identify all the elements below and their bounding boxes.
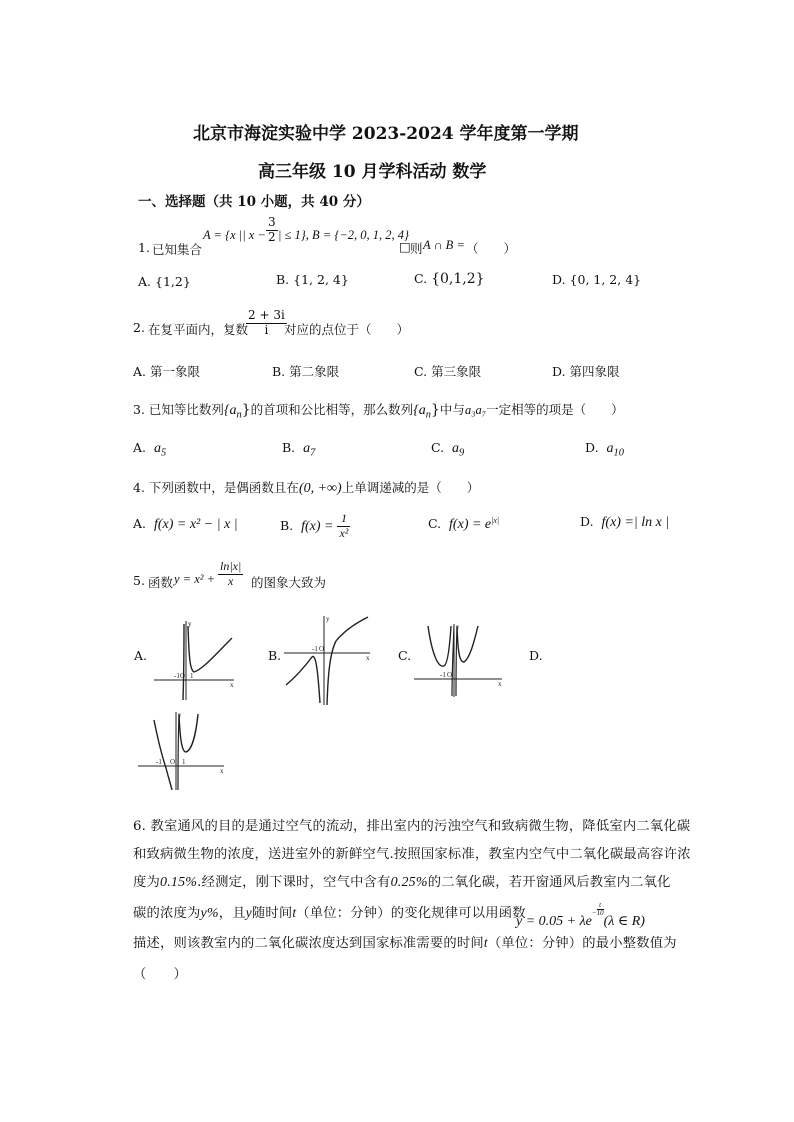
q2-post: 对应的点位于（ ） — [284, 322, 410, 337]
tick-neg-one: -1 — [174, 672, 180, 680]
q5-number: 5. — [133, 573, 145, 588]
section-heading: 一、选择题（共 10 小题，共 40 分） — [138, 194, 370, 210]
q4-option-c-label: C. — [428, 516, 442, 532]
curve-right-branch — [456, 628, 457, 696]
q1-option-b-label: B. — [276, 272, 290, 287]
q1-option-c-label: C. — [414, 271, 428, 286]
q4-option-a-label: A. — [133, 516, 147, 531]
q6-exp-num: t — [597, 902, 604, 910]
q3-option-d[interactable] — [585, 440, 624, 459]
q4-p1: 下列函数中，是偶函数且在 — [148, 480, 299, 495]
q3-option-a-value: a — [153, 441, 161, 456]
q1-option-b[interactable] — [276, 272, 349, 287]
q4-option-d[interactable] — [580, 514, 669, 531]
q1-set-b: | ≤ 1}, B = {−2, 0, 1, 2, 4} — [278, 228, 410, 242]
x-axis-label: x — [220, 767, 224, 775]
q4-option-c[interactable] — [428, 516, 499, 533]
q1-option-d[interactable] — [552, 272, 641, 287]
q4-option-a-value: f(x) = x² − | x | — [153, 517, 238, 532]
exam-title-line2: 高三年级 10 月学科活动 数学 — [258, 162, 487, 182]
q6-line4c: 随时间 — [251, 906, 293, 921]
q3-option-c-label: C. — [431, 440, 445, 455]
q6-line4a: 碳的浓度为 — [133, 906, 201, 921]
q1-fraction — [266, 216, 278, 245]
tick-neg-one: -1 — [156, 758, 162, 766]
q3-seq-sub: n — [236, 409, 242, 421]
q6-line5b: （单位：分钟）的最小整数值为 — [487, 936, 677, 951]
q3-seq-close-2: } — [431, 402, 440, 418]
q6-exponent: − $\frac{t}{10}$ — [591, 901, 604, 917]
q5-fraction — [218, 560, 243, 589]
q6-line3 — [133, 871, 671, 891]
q6-pct-1: 0.15% — [160, 875, 198, 890]
curve-left — [428, 626, 451, 666]
curve-left — [183, 624, 184, 700]
q4-p2: 上单调递减的是（ ） — [341, 480, 480, 495]
q3-option-b-value: a — [303, 441, 311, 456]
q4-number: 4. — [133, 480, 145, 495]
q1-option-b-value: {1, 2, 4} — [293, 272, 349, 287]
q2-option-b[interactable] — [272, 362, 339, 380]
q3-p2: 的首项和公比相等，那么数列 — [250, 402, 414, 417]
q2-option-a[interactable] — [133, 362, 200, 380]
curve-right — [327, 617, 368, 705]
curve-right — [179, 714, 198, 752]
q3-seq-close: } — [241, 402, 251, 418]
q6-yvar: y — [245, 905, 252, 920]
q2-option-c[interactable] — [414, 362, 481, 380]
q3-seq-open-2: {a — [413, 403, 426, 418]
origin-label: O — [180, 672, 186, 680]
q5-graph-d[interactable] — [136, 710, 226, 794]
q4-option-a[interactable] — [133, 516, 238, 533]
q3-number: 3. — [133, 402, 145, 417]
q6-ypct: y% — [200, 906, 219, 921]
q1-paren: （ ） — [466, 241, 517, 256]
q2-option-d[interactable] — [552, 362, 620, 380]
q6-line3a: 度为 — [133, 875, 160, 890]
curve-right-branch — [178, 716, 179, 790]
q6-formula-tail: (λ ∈ R) — [603, 914, 645, 929]
q5-option-c[interactable]: C. — [398, 648, 412, 663]
q2-option-b-value: 第二象限 — [289, 364, 340, 379]
q4-option-b-label: B. — [280, 517, 294, 533]
q1-number: 1. — [138, 240, 150, 255]
q5-expr: y = x² + — [174, 572, 216, 586]
q1-option-d-label: D. — [552, 272, 566, 287]
q2-option-a-label: A. — [133, 364, 147, 379]
q2-pre: 在复平面内，复数 — [148, 322, 249, 337]
q3-option-a-label: A. — [133, 440, 147, 455]
q5-frac-den: x — [227, 573, 234, 588]
x-axis-label: x — [230, 681, 234, 689]
q4-option-d-label: D. — [580, 514, 594, 529]
q3-p1: 已知等比数列 — [148, 402, 224, 417]
tick-one: 1 — [190, 672, 194, 680]
q4-option-b-fraction — [337, 512, 350, 541]
q6-line5a: 描述，则该教室内的二氧化碳浓度达到国家标准需要的时间 — [133, 936, 484, 951]
q5-graph-b[interactable] — [282, 613, 372, 708]
q4-option-b[interactable] — [280, 512, 350, 541]
q3-option-c[interactable] — [431, 440, 464, 459]
q6-tvar-2: t — [483, 935, 488, 950]
q3-option-d-label: D. — [585, 440, 599, 455]
q4-interval: (0, +∞) — [298, 481, 342, 496]
q3-option-d-value: a — [606, 441, 614, 456]
q5-frac-num: ln|x| — [220, 559, 242, 573]
q1-frac-num: 3 — [268, 215, 276, 229]
q1-option-a-label: A. — [138, 274, 152, 289]
q1-option-a[interactable] — [138, 274, 191, 289]
q3-line — [133, 400, 624, 421]
q3-option-a[interactable] — [133, 440, 166, 459]
q6-line3c: 的二氧化碳，若开窗通风后教室内二氧化 — [427, 875, 671, 890]
q2-option-c-label: C. — [414, 364, 428, 379]
q2-frac-num: 2 + 3i — [248, 308, 285, 322]
x-axis-label: x — [498, 680, 502, 688]
q4-option-c-value: f(x) = e — [449, 517, 492, 533]
q4-option-d-value: f(x) =| ln x | — [601, 515, 670, 530]
q2-frac-den: i — [264, 322, 269, 337]
q2-option-a-value: 第一象限 — [150, 364, 201, 379]
tick-neg-one: -1 — [440, 671, 446, 679]
exam-title-line1: 北京市海淀实验中学 2023-2024 学年度第一学期 — [193, 124, 579, 144]
q5-option-b[interactable]: B. — [268, 648, 282, 663]
x-axis-label: x — [366, 654, 370, 662]
q4-option-b-frac-den: x² — [339, 525, 349, 540]
tick-one: 1 — [182, 758, 186, 766]
q6-line4 — [133, 902, 526, 922]
q2-option-d-label: D. — [552, 364, 566, 379]
curve-right — [457, 626, 478, 662]
origin-label: O — [447, 671, 453, 679]
q1-option-c[interactable] — [414, 271, 485, 287]
q5-p1: 函数 — [148, 575, 174, 590]
q2-fraction — [246, 309, 287, 338]
q2-option-d-value: 第四象限 — [569, 364, 620, 379]
q3-p4: 一定相等的项是（ ） — [486, 402, 624, 417]
q5-graph-c[interactable] — [412, 622, 504, 700]
q5-option-d[interactable]: D. — [529, 648, 543, 663]
q6-line2: 和致病微生物的浓度，送进室外的新鲜空气.按照国家标准，教室内空气中二氧化碳最高容许浓 — [133, 847, 691, 862]
q6-line3b: .经测定，刚下课时，空气中含有 — [197, 875, 391, 890]
q6-formula — [516, 902, 645, 930]
q6-pct-2: 0.25% — [390, 875, 428, 890]
curve-left — [154, 720, 172, 790]
q1-set-a: A = {x || x − — [203, 228, 266, 242]
q3-option-b[interactable] — [282, 440, 315, 459]
q1-mark: □ — [399, 239, 411, 254]
q3-option-b-label: B. — [282, 440, 296, 455]
q3-option-b-sub: 7 — [310, 447, 316, 459]
q3-product: a₃a₇ — [464, 403, 487, 417]
q6-line1: 6. 教室通风的目的是通过空气的流动，排出室内的污浊空气和致病微生物，降低室内二氧化碳 — [133, 819, 691, 834]
q6-line4d: （单位：分钟）的变化规律可以用函数 — [296, 906, 526, 921]
q5-option-a[interactable]: A. — [134, 648, 148, 663]
q6-line5 — [133, 932, 677, 951]
origin-label: O — [170, 758, 176, 766]
q3-option-d-sub: 10 — [613, 447, 624, 459]
q3-seq-open: {a — [223, 403, 237, 418]
tick-neg-one: -1 — [312, 645, 318, 653]
origin-label: O — [319, 645, 325, 653]
q4-line — [133, 478, 479, 497]
q3-option-c-sub: 9 — [459, 447, 465, 459]
q2-number: 2. — [133, 320, 145, 335]
q4-option-b-frac-num: 1 — [337, 512, 350, 527]
q1-frac-den: 2 — [268, 229, 276, 244]
y-axis-label: y — [188, 620, 192, 628]
q5-p2: 的图象大致为 — [251, 575, 327, 590]
q3-p3: 中与 — [439, 402, 465, 417]
q6-tvar: t — [292, 905, 297, 920]
q3-option-a-sub: 5 — [160, 447, 167, 459]
q1-text: 已知集合 — [152, 242, 203, 257]
q6-exponent-frac — [597, 902, 604, 917]
q4-option-b-value: f(x) = — [301, 518, 334, 534]
q1-option-c-value: {0,1,2} — [431, 271, 485, 287]
y-axis-label: y — [178, 711, 182, 719]
q4-option-c-sup: |x| — [491, 516, 500, 525]
q3-seq-sub-2: n — [425, 409, 431, 421]
q5-graph-a[interactable] — [150, 618, 238, 703]
q1-expr: A ∩ B = — [423, 238, 465, 252]
q6-answer-paren: （ ） — [133, 967, 187, 982]
q6-exp-den: 10 — [596, 909, 604, 917]
q6-formula-main: y = 0.05 + λe — [516, 914, 592, 929]
y-axis-label: y — [456, 623, 460, 631]
q1-tail: 则 — [410, 241, 423, 256]
curve-left — [286, 656, 320, 703]
q1-option-a-value: {1,2} — [155, 274, 191, 289]
curve-right — [188, 626, 232, 672]
q2-option-b-label: B. — [272, 364, 286, 379]
q6-line4b: ，且 — [218, 906, 246, 921]
q1-option-d-value: {0, 1, 2, 4} — [569, 272, 642, 287]
q2-option-c-value: 第三象限 — [431, 364, 482, 379]
y-axis-label: y — [326, 615, 330, 623]
q3-option-c-value: a — [452, 441, 460, 456]
